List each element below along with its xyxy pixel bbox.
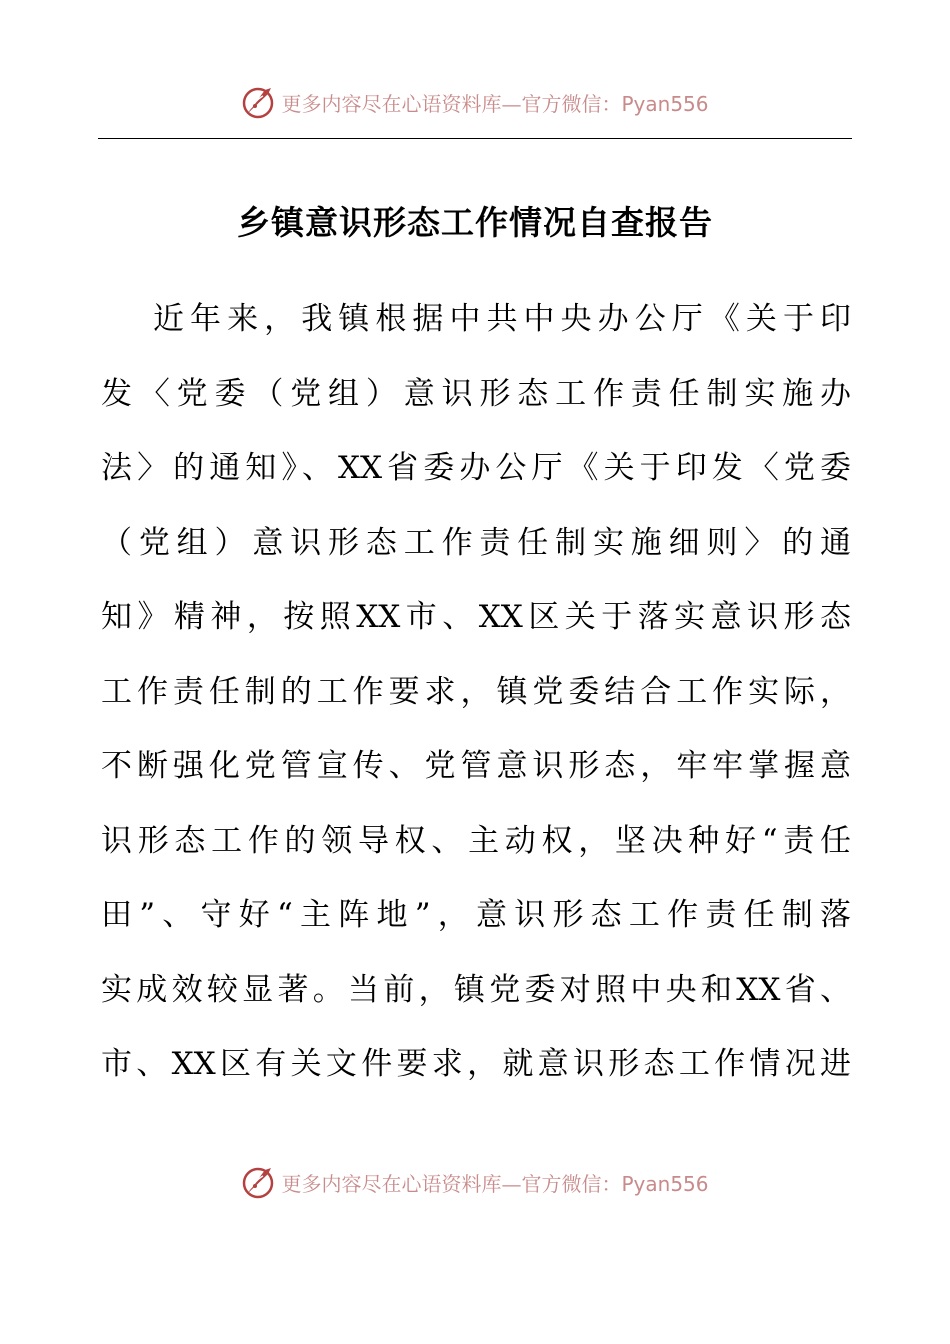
- page-title: 乡镇意识形态工作情况自查报告: [237, 203, 713, 242]
- banner-caption: 更多内容尽在心语资料库—官方微信：: [281, 1171, 622, 1196]
- header-banner: [0, 82, 950, 122]
- banner-wechat-id: Pyan556: [621, 1171, 709, 1196]
- quill-logo-icon: [241, 84, 277, 120]
- banner-caption: 更多内容尽在心语资料库—官方微信：: [281, 91, 622, 116]
- body-line: 发〈党委（党组）意识形态工作责任制实施办: [101, 375, 851, 412]
- body-line: 市、XX区有关文件要求，就意识形态工作情况进: [101, 1046, 851, 1082]
- banner-text: [281, 1168, 708, 1197]
- footer-banner: [0, 1162, 950, 1202]
- body-line: 法〉的通知》、XX省委办公厅《关于印发〈党委: [101, 450, 851, 486]
- body-line: 近年来，我镇根据中共中央办公厅《关于印: [153, 301, 851, 337]
- body-line: 田”、守好“主阵地”，意识形态工作责任制落: [101, 897, 851, 933]
- header-divider: [98, 138, 852, 139]
- body-line: （党组）意识形态工作责任制实施细则〉的通: [101, 524, 851, 561]
- body-line: 实成效较显著。当前，镇党委对照中央和XX省、: [101, 971, 851, 1008]
- banner-wechat-id: Pyan556: [621, 91, 709, 116]
- quill-logo-icon: [241, 1164, 277, 1200]
- body-line: 识形态工作的领导权、主动权，坚决种好“责任: [101, 822, 851, 859]
- body-line: 知》精神，按照XX市、XX区关于落实意识形态: [101, 599, 851, 635]
- banner-text: [281, 88, 708, 117]
- body-line: 工作责任制的工作要求，镇党委结合工作实际，: [101, 673, 851, 710]
- body-line: 不断强化党管宣传、党管意识形态，牢牢掌握意: [101, 748, 851, 784]
- document-body: [101, 290, 851, 1110]
